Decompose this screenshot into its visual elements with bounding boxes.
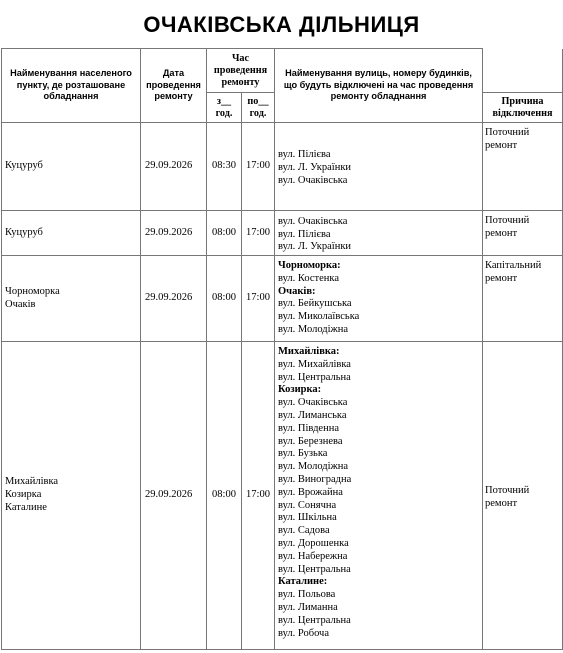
cell-time-from: 08:00 <box>207 211 242 256</box>
street-name: вул. Центральна <box>278 563 351 575</box>
street-name: вул. Л. Українки <box>278 162 352 174</box>
street-name: вул. Очаківська <box>278 174 348 186</box>
street-name: вул. Дорошенка <box>278 537 349 549</box>
street-name: вул. Шкільна <box>278 512 337 524</box>
header-time-from: з__ год. <box>207 93 242 123</box>
cell-time-to: 17:00 <box>242 211 275 256</box>
header-time-to: по__ год. <box>242 93 275 123</box>
cell-reason: Поточний ремонт <box>483 342 563 650</box>
table-row <box>2 123 563 211</box>
header-blank <box>483 71 563 93</box>
street-name: вул. Березнева <box>278 435 343 447</box>
cell-time-from: 08:30 <box>207 123 242 211</box>
cell-location: Чорноморка Очаків <box>2 256 141 342</box>
street-name: вул. Центральна <box>278 614 351 626</box>
street-group-label: Очаків: <box>278 285 316 297</box>
street-group-label: Чорноморка: <box>278 260 341 271</box>
cell-time-from: 08:00 <box>207 342 242 650</box>
cell-time-to: 17:00 <box>242 256 275 342</box>
street-name: вул. Костенка <box>278 272 340 284</box>
table-row <box>2 211 563 256</box>
street-name: вул. Південна <box>278 422 339 434</box>
cell-date: 29.09.2026 <box>141 123 207 211</box>
street-name: вул. Лиманна <box>278 601 338 613</box>
street-name: вул. Молодіжна <box>278 461 349 473</box>
street-name: вул. Центральна <box>278 371 351 383</box>
street-name: вул. Очаківська <box>278 397 348 409</box>
outage-schedule-table <box>1 48 563 650</box>
street-name: вул. Бейкушська <box>278 298 352 310</box>
cell-date: 29.09.2026 <box>141 256 207 342</box>
cell-streets <box>275 256 483 342</box>
street-name: вул. Набережна <box>278 550 348 562</box>
cell-date: 29.09.2026 <box>141 211 207 256</box>
cell-streets <box>275 211 483 256</box>
street-name: вул. Бузька <box>278 448 328 460</box>
street-name: вул. Сонячна <box>278 499 337 511</box>
street-name: вул. Виноградна <box>278 473 352 485</box>
street-name: вул. Очаківська <box>278 215 348 227</box>
street-group-label: Михайлівка: <box>278 346 340 357</box>
cell-reason: Поточний ремонт <box>483 211 563 256</box>
street-name: вул. Садова <box>278 525 330 537</box>
street-group-label: Козирка: <box>278 384 322 396</box>
street-name: вул. Пілієва <box>278 228 331 240</box>
street-name: вул. Врожайна <box>278 486 343 498</box>
cell-streets <box>275 342 483 650</box>
cell-time-to: 17:00 <box>242 342 275 650</box>
cell-reason: Капітальний ремонт <box>483 256 563 342</box>
street-group-label: Каталине: <box>278 576 328 588</box>
table-row <box>2 256 563 342</box>
header-blank <box>483 49 563 71</box>
cell-time-from: 08:00 <box>207 256 242 342</box>
cell-location: Куцуруб <box>2 211 141 256</box>
header-streets: Найменування вулиць, номеру будинків, що будуть відключені на час проведення ремонту обладнання <box>275 49 483 123</box>
street-name: вул. Миколаївська <box>278 311 360 323</box>
street-name: вул. Михайлівка <box>278 358 351 370</box>
street-name: вул. Пілієва <box>278 149 331 161</box>
header-location: Найменування населеного пункту, де розташоване обладнання <box>2 49 141 123</box>
cell-streets <box>275 123 483 211</box>
header-date: Дата проведення ремонту <box>141 49 207 123</box>
street-name: вул. Л. Українки <box>278 241 352 253</box>
header-time: Час проведення ремонту <box>207 49 275 93</box>
cell-location: Михайлівка Козирка Каталине <box>2 342 141 650</box>
page-title: ОЧАКІВСЬКА ДІЛЬНИЦЯ <box>143 12 420 37</box>
cell-location: Куцуруб <box>2 123 141 211</box>
cell-reason: Поточний ремонт <box>483 123 563 211</box>
cell-time-to: 17:00 <box>242 123 275 211</box>
street-name: вул. Польова <box>278 589 336 601</box>
street-name: вул. Робоча <box>278 627 329 639</box>
cell-date: 29.09.2026 <box>141 342 207 650</box>
street-name: вул. Лиманська <box>278 409 347 421</box>
street-name: вул. Молодіжна <box>278 323 349 335</box>
table-row <box>2 342 563 650</box>
header-reason: Причина відключення <box>483 93 563 123</box>
